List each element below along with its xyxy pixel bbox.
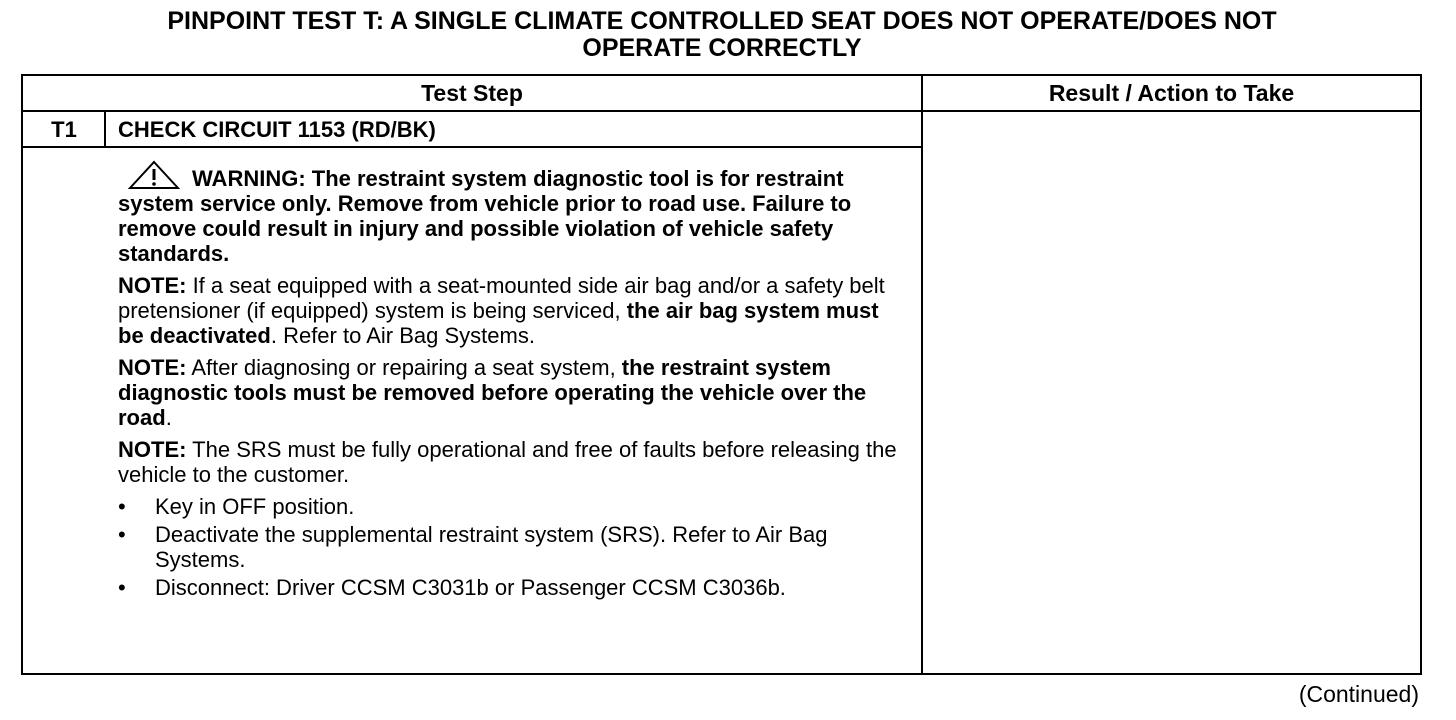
list-item: [118, 522, 908, 572]
page-title: [0, 8, 1444, 62]
continued-label: (Continued): [1298, 681, 1419, 707]
title-line-1: PINPOINT TEST T: A SINGLE CLIMATE CONTROLLED SEAT DOES NOT OPERATE/DOES NOT: [167, 7, 1277, 35]
title-line-2: OPERATE CORRECTLY: [582, 34, 862, 62]
note-2: [118, 355, 908, 430]
step-title: CHECK CIRCUIT 1153 (RD/BK): [118, 117, 436, 142]
warning-paragraph: [118, 160, 908, 266]
note-2-text-a: After diagnosing or repairing a seat system,: [186, 355, 622, 380]
warning-text: WARNING: The restraint system diagnostic tool is for restraint system service only. Remove from vehicle prior to road use. Failure to remove could result in injury and possible violation of vehicle safety standards.: [118, 166, 852, 266]
list-item: [118, 575, 908, 600]
bullet-3: •: [118, 575, 126, 600]
note-3-text-a: The SRS must be fully operational and free of faults before releasing the vehicle to the customer.: [118, 437, 897, 487]
note-1-label: NOTE:: [118, 273, 187, 298]
note-1-emphasis: the air bag system must be deactivated: [118, 298, 879, 348]
step-actions-list: [118, 494, 908, 600]
note-1-text-b: . Refer to Air Bag Systems.: [270, 323, 535, 348]
note-2-emphasis: the restraint system diagnostic tools must be removed before operating the vehicle over the road: [118, 355, 867, 430]
step-body: [118, 160, 908, 603]
bullet-1: •: [118, 494, 126, 519]
column-divider: [921, 76, 923, 675]
bullet-2-text: Deactivate the supplemental restraint system (SRS). Refer to Air Bag Systems.: [155, 522, 828, 572]
list-item: [118, 494, 908, 519]
header-test-step: Test Step: [421, 80, 523, 106]
header-result-action: Result / Action to Take: [1048, 80, 1295, 106]
step-id: T1: [51, 117, 77, 142]
note-1-text-a: If a seat equipped with a seat-mounted side air bag and/or a safety belt pretensioner (if equipped) system is being serviced,: [118, 273, 885, 323]
note-1: [118, 273, 908, 348]
note-3-label: NOTE:: [118, 437, 187, 462]
warning-triangle-icon: [128, 160, 180, 190]
bullet-3-text: Disconnect: Driver CCSM C3031b or Passenger CCSM C3036b.: [155, 575, 786, 600]
note-2-text-b: .: [165, 405, 172, 430]
bullet-1-text: Key in OFF position.: [155, 494, 355, 519]
note-2-label: NOTE:: [118, 355, 187, 380]
bullet-2: •: [118, 522, 126, 547]
note-3: [118, 437, 908, 487]
